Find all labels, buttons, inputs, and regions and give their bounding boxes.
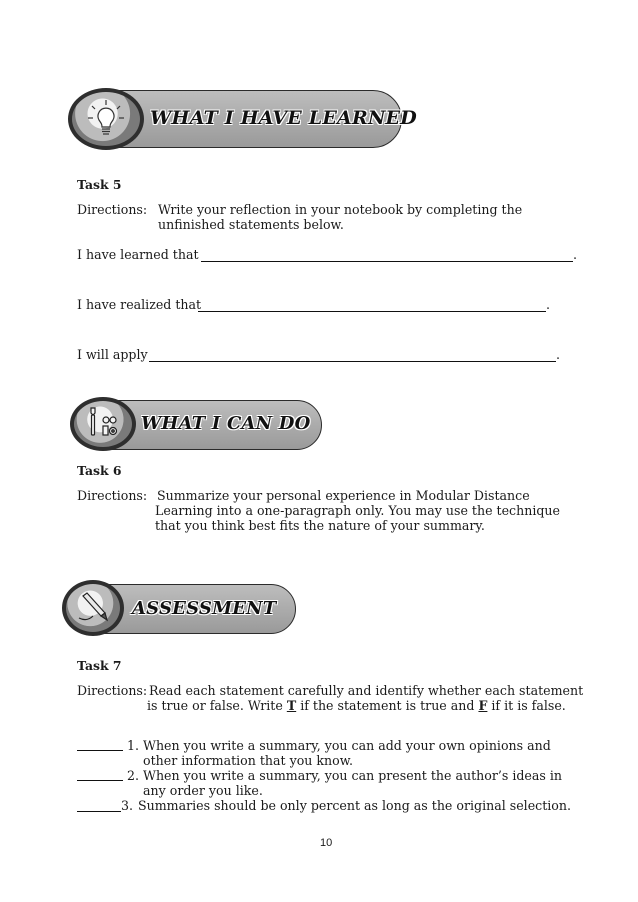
- item-text: other information that you know.: [143, 753, 354, 768]
- directions-text: Learning into a one-paragraph only. You may use the technique: [155, 503, 560, 518]
- section-title: WHAT I HAVE LEARNED: [150, 107, 417, 129]
- directions-label: Directions:: [77, 202, 148, 217]
- directions-text: that you think best fits the nature of your summary.: [155, 518, 485, 533]
- item-text: When you write a summary, you can add your own opinions and: [143, 738, 551, 753]
- directions-fragment: is true or false. Write: [147, 698, 287, 713]
- answer-blank: [77, 750, 123, 751]
- lightbulb-icon: [86, 98, 126, 140]
- statement-learned: I have learned that: [77, 247, 199, 262]
- period: .: [546, 297, 551, 312]
- period: .: [556, 347, 561, 362]
- directions-fragment: if it is false.: [487, 698, 566, 713]
- item-number: 3.: [121, 798, 134, 813]
- page-number: 10: [320, 837, 333, 849]
- item-number: 2.: [127, 768, 140, 783]
- period: .: [573, 247, 578, 262]
- directions-text: [147, 698, 566, 713]
- directions-label: Directions:: [77, 488, 148, 503]
- answer-blank: [77, 811, 121, 812]
- pencil-icon: [73, 588, 113, 628]
- item-text: any order you like.: [143, 783, 263, 798]
- false-letter: F: [478, 698, 488, 713]
- statement-apply: I will apply: [77, 347, 148, 362]
- answer-line: [198, 311, 546, 312]
- item-text: When you write a summary, you can present the author’s ideas in: [143, 768, 562, 783]
- statement-realized: I have realized that: [77, 297, 202, 312]
- tools-icon: [84, 404, 122, 444]
- answer-line: [149, 361, 556, 362]
- item-text: Summaries should be only percent as long as the original selection.: [138, 798, 571, 813]
- directions-text: unfinished statements below.: [158, 217, 344, 232]
- directions-fragment: if the statement is true and: [296, 698, 479, 713]
- item-number: 1.: [127, 738, 140, 753]
- answer-line: [201, 261, 573, 262]
- section-title: ASSESSMENT: [132, 598, 277, 619]
- task-label: Task 6: [77, 463, 122, 478]
- directions-text: Summarize your personal experience in Modular Distance: [157, 488, 530, 503]
- section-title: WHAT I CAN DO: [141, 413, 311, 434]
- task-label: Task 7: [77, 658, 122, 673]
- task-label: Task 5: [77, 177, 122, 192]
- directions-label: Directions:: [77, 683, 148, 698]
- directions-text: Read each statement carefully and identify whether each statement: [149, 683, 584, 698]
- true-letter: T: [286, 698, 297, 713]
- directions-text: Write your reflection in your notebook by completing the: [158, 202, 523, 217]
- answer-blank: [77, 780, 123, 781]
